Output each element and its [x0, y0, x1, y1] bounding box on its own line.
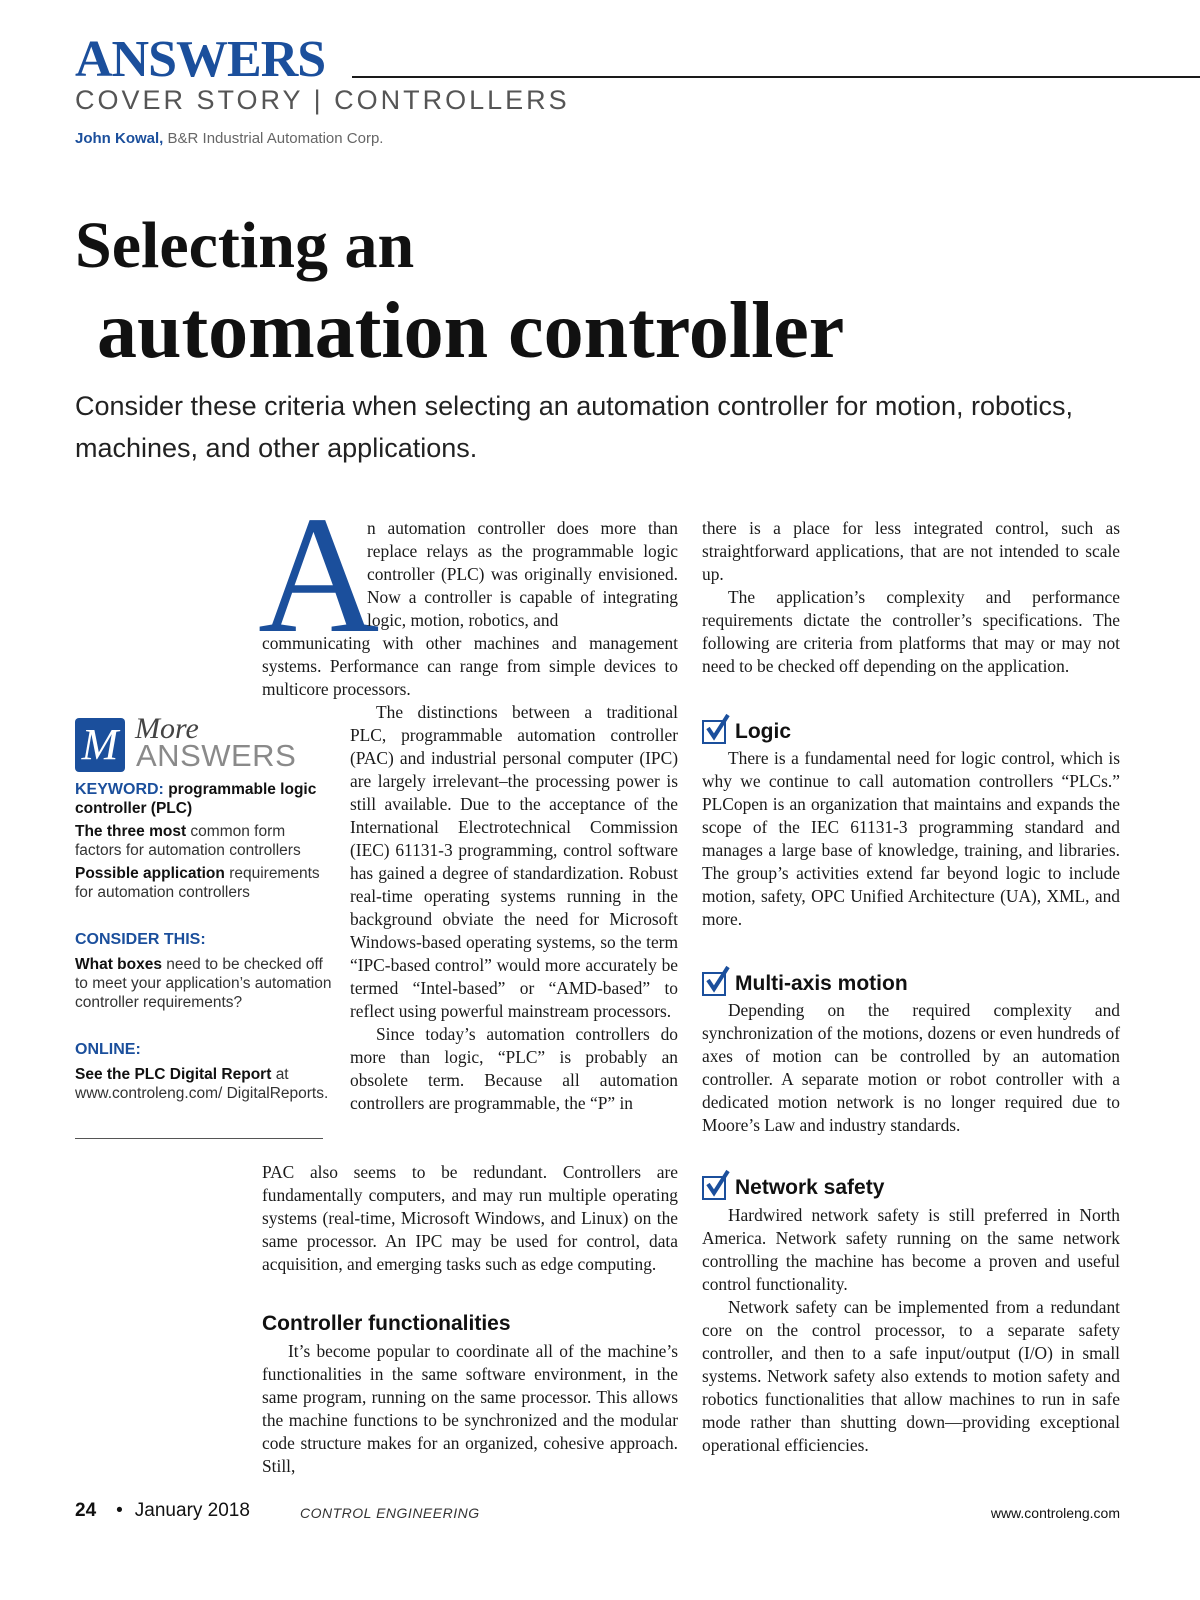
publication-name: CONTROL ENGINEERING	[300, 1505, 480, 1521]
safety-text-a: Hardwired network safety is still preferred in North America. Network safety running on the same network controlling the machine has become a proven and useful control functionality.	[702, 1205, 1120, 1294]
sidebar-online-label	[75, 1040, 335, 1059]
sidebar-keyword	[75, 780, 335, 818]
paragraph-less-integrated: there is a place for less integrated control, such as straightforward applications, that are not intended to scale up.	[702, 518, 1120, 584]
checkmark-icon	[702, 720, 726, 744]
drop-cap: A	[258, 482, 380, 668]
online-strong: See the PLC Digital Report	[75, 1066, 272, 1083]
article-title-line1: Selecting an	[75, 209, 415, 282]
item1-rest: common form factors for automation controllers	[75, 823, 301, 859]
check-heading-motion	[702, 972, 908, 996]
paragraph-obsolete-end: PAC also seems to be redundant. Controllers are fundamentally computers, and may run multiple operating systems (real-time, Microsoft Windows, and Linux) on the same processor. An IPC may be used for control, data acquisition, and emerging tasks such as edge computing.	[262, 1162, 678, 1274]
item2-rest: requirements for automation controllers	[75, 865, 320, 901]
consider-label: CONSIDER THIS:	[75, 931, 206, 948]
brand-logo: ANSWERS	[75, 31, 326, 88]
body-column-right	[702, 517, 1120, 678]
intro-paragraph-end	[262, 632, 678, 701]
intro-paragraph-start	[367, 517, 678, 632]
intro-text-b: communicating with other machines and management systems. Performance can range from simple devices to multicore processors.	[262, 633, 678, 699]
paragraph-complexity: The application’s complexity and performance requirements dictate the controller’s specifications. The following are criteria from platforms that may or may not need to be checked off depending on the application.	[702, 587, 1120, 676]
more-answers-logo-icon: M	[75, 718, 125, 772]
sidebar-rule	[75, 1138, 323, 1139]
logic-text: There is a fundamental need for logic control, which is why we continue to call automation controllers “PLCs.” PLCopen is an organization that maintains and expands the scope of the IEC 61131-3 programming standard and manages a large base of knowledge, training, and libraries. The group’s activities extend far beyond logic to include motion, safety, OPC Unified Architecture (UA), XML, and more.	[702, 748, 1120, 929]
footer-url[interactable]: www.controleng.com	[990, 1505, 1120, 1521]
checkmark-icon	[702, 1176, 726, 1200]
motion-text: Depending on the required complexity and synchronization of the motions, dozens or even hundreds of axes of motion can be controlled by an automation controller. A separate motion or robot controller with a dedicated motion network is no longer required due to Moore’s Law and industry standards.	[702, 1000, 1120, 1135]
article-deck: Consider these criteria when selecting an automation controller for motion, robotics, machines, and other applications.	[75, 391, 1073, 463]
article-title-line2: automation controller	[97, 287, 845, 375]
body-column-lower	[262, 1161, 678, 1276]
functionalities-text: It’s become popular to coordinate all of the machine’s functionalities in the same software environment, in the same program, running on the same processor. This allows the machine functions to be synchronized and the modular code structure makes for an organized, cohesive approach. Still,	[262, 1341, 678, 1476]
consider-rest: need to be checked off to meet your application’s automation controller requirements?	[75, 956, 332, 1011]
check-heading-safety	[702, 1176, 884, 1200]
keyword-value: programmable logic controller (PLC)	[75, 781, 317, 817]
paragraph-functionalities	[262, 1340, 678, 1478]
safety-text-b: Network safety can be implemented from a redundant core on the control processor, to a separate safety controller, and then to a safe input/output (I/O) in small systems. Network safety also extends to motion safety and robotics functionalities that allow machines to run in safe mode rather than shutting down—providing exceptional operational efficiencies.	[702, 1297, 1120, 1455]
intro-text-a: n automation controller does more than replace relays as the programmable logic controller (PLC) was originally envisioned. Now a controller is capable of integrating logic, motion, robotics, and	[367, 518, 678, 630]
sidebar-item-requirements	[75, 864, 335, 902]
sidebar-online-text	[75, 1065, 335, 1103]
sidebar-more-word: More	[135, 712, 199, 745]
item2-strong: Possible application	[75, 865, 225, 882]
check-heading-logic	[702, 720, 791, 744]
online-link[interactable]: at www.controleng.com/ DigitalReports.	[75, 1066, 329, 1102]
section-label: COVER STORY | CONTROLLERS	[75, 85, 570, 115]
checkmark-icon	[702, 972, 726, 996]
check-title-logic: Logic	[735, 720, 791, 743]
paragraph-obsolete-start: Since today’s automation controllers do more than logic, “PLC” is probably an obsolete term. Because all automation controllers are programmable, the “P” in	[350, 1024, 678, 1113]
author-affiliation: B&R Industrial Automation Corp.	[167, 130, 384, 147]
byline	[75, 130, 383, 147]
item1-strong: The three most	[75, 823, 187, 840]
page-number: 24	[75, 1500, 97, 1521]
keyword-label: KEYWORD:	[75, 781, 164, 798]
sidebar-answers-word: ANSWERS	[136, 738, 297, 773]
body-column-middle	[350, 701, 678, 1115]
page-folio	[75, 1500, 250, 1522]
consider-strong: What boxes	[75, 956, 162, 973]
folio-bullet: •	[116, 1500, 123, 1521]
sidebar-consider-label	[75, 930, 335, 949]
check-body-logic	[702, 747, 1120, 931]
check-title-motion: Multi-axis motion	[735, 972, 908, 995]
online-label: ONLINE:	[75, 1041, 141, 1058]
sidebar-item-form-factors	[75, 822, 335, 860]
sidebar-consider-text	[75, 955, 335, 1012]
check-body-motion	[702, 999, 1120, 1137]
paragraph-distinctions: The distinctions between a traditional PLC, programmable automation controller (PAC) and industrial personal computer (IPC) are largely irrelevant–the processing power is still available. Due to the acceptance of the International Electrotechnical Commission (IEC) 61131-3 programming, control software has gained a degree of standardization. Robust real-time operating systems running in the background obviate the need for Microsoft Windows-based operating systems, so the term “IPC-based control” would more accurately be termed “Intel-based” or “AMD-based” to reflect using powerful mainstream processors.	[350, 702, 678, 1021]
check-body-safety	[702, 1204, 1120, 1457]
author-name: John Kowal,	[75, 130, 164, 147]
subhead-controller-functionalities: Controller functionalities	[262, 1312, 511, 1335]
header-rule	[352, 76, 1200, 78]
check-title-safety: Network safety	[735, 1176, 885, 1199]
issue-date: January 2018	[134, 1500, 250, 1521]
